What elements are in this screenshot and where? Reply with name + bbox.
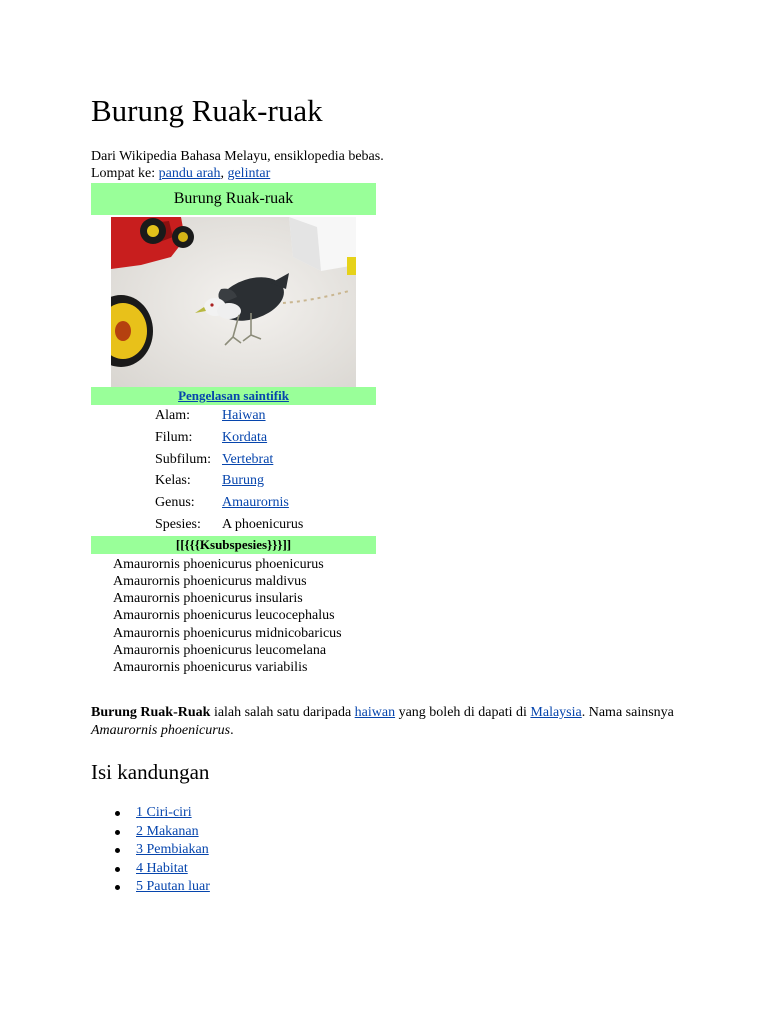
- subspecies-item: Amaurornis phoenicurus variabilis: [113, 660, 308, 675]
- toc-link-pembiakan[interactable]: 3 Pembiakan: [136, 842, 209, 857]
- toc-item: [91, 804, 210, 823]
- toc-link-pautan-luar[interactable]: 5 Pautan luar: [136, 879, 210, 894]
- scientific-name: Amaurornis phoenicurus: [91, 723, 231, 738]
- taxobox-title: Burung Ruak-ruak: [91, 183, 376, 215]
- subspecies-item: Amaurornis phoenicurus phoenicurus: [113, 556, 324, 572]
- taxonomy-key: Subfilum:: [155, 451, 212, 467]
- toc-link-makanan[interactable]: 2 Makanan: [136, 823, 199, 839]
- subspecies-item: Amaurornis phoenicurus maldivus: [113, 573, 307, 589]
- toc-item: [91, 878, 210, 897]
- jump-separator: ,: [220, 166, 228, 181]
- taxonomy-key: Kelas:: [155, 473, 191, 489]
- intro-text: ialah salah satu daripada: [210, 705, 355, 720]
- animal-link[interactable]: haiwan: [354, 705, 396, 720]
- taxonomy-key: Genus:: [155, 495, 195, 511]
- species-value: A phoenicurus: [222, 516, 304, 532]
- jump-links: [91, 165, 270, 182]
- subspecies-list: [113, 556, 376, 676]
- taxonomy-row-genus: [91, 492, 376, 514]
- article-subject: Burung Ruak-Ruak: [91, 705, 211, 720]
- jump-prefix: Lompat ke:: [91, 166, 159, 181]
- taxonomy-row-phylum: [91, 427, 376, 449]
- subspecies-item: Amaurornis phoenicurus leucocephalus: [113, 608, 335, 624]
- intro-text: yang boleh di dapati di: [395, 705, 531, 720]
- intro-paragraph: [91, 704, 681, 740]
- taxonomy-key: Alam:: [155, 408, 190, 423]
- class-link[interactable]: Burung: [222, 473, 264, 489]
- malaysia-link[interactable]: Malaysia: [530, 705, 582, 720]
- bird-photo[interactable]: [111, 217, 356, 387]
- subspecies-item: Amaurornis phoenicurus leucomelana: [113, 642, 327, 658]
- classification-link[interactable]: Pengelasan saintifik: [178, 388, 289, 403]
- toc-heading: Isi kandungan: [91, 760, 210, 784]
- taxonomy-key: Spesies:: [155, 516, 201, 532]
- genus-link[interactable]: Amaurornis: [222, 495, 289, 511]
- kingdom-link[interactable]: Haiwan: [222, 408, 266, 423]
- taxonomy-row-subphylum: [91, 449, 376, 471]
- toc-link-ciri-ciri[interactable]: 1 Ciri-ciri: [136, 805, 192, 820]
- intro-text: . Nama sainsnya: [581, 705, 674, 720]
- site-tagline: Dari Wikipedia Bahasa Melayu, ensiklopedia bebas.: [91, 149, 384, 164]
- subspecies-item: Amaurornis phoenicurus midnicobaricus: [113, 625, 342, 641]
- taxonomy-table: [91, 405, 376, 536]
- table-of-contents: [91, 804, 210, 897]
- toc-link-habitat[interactable]: 4 Habitat: [136, 860, 188, 876]
- toc-item: [91, 860, 210, 879]
- taxonomy-row-class: [91, 470, 376, 492]
- jump-to-navigation-link[interactable]: pandu arah: [158, 166, 221, 181]
- page-title: Burung Ruak-ruak: [91, 93, 323, 128]
- taxonomy-key: Filum:: [155, 429, 193, 445]
- jump-to-search-link[interactable]: gelintar: [227, 166, 271, 181]
- subspecies-header: [[{{{Ksubspesies}}}]]: [91, 536, 376, 554]
- subphylum-link[interactable]: Vertebrat: [222, 451, 274, 467]
- taxobox: [91, 183, 376, 676]
- subspecies-item: Amaurornis phoenicurus insularis: [113, 591, 303, 607]
- toc-item: [91, 841, 210, 860]
- bird-photo-illustration: [111, 217, 356, 387]
- taxonomy-row-kingdom: [91, 405, 376, 427]
- toc-item: [91, 823, 210, 842]
- intro-text: .: [230, 723, 234, 738]
- phylum-link[interactable]: Kordata: [222, 429, 268, 445]
- taxonomy-row-species: [91, 514, 376, 536]
- classification-header: [91, 387, 376, 405]
